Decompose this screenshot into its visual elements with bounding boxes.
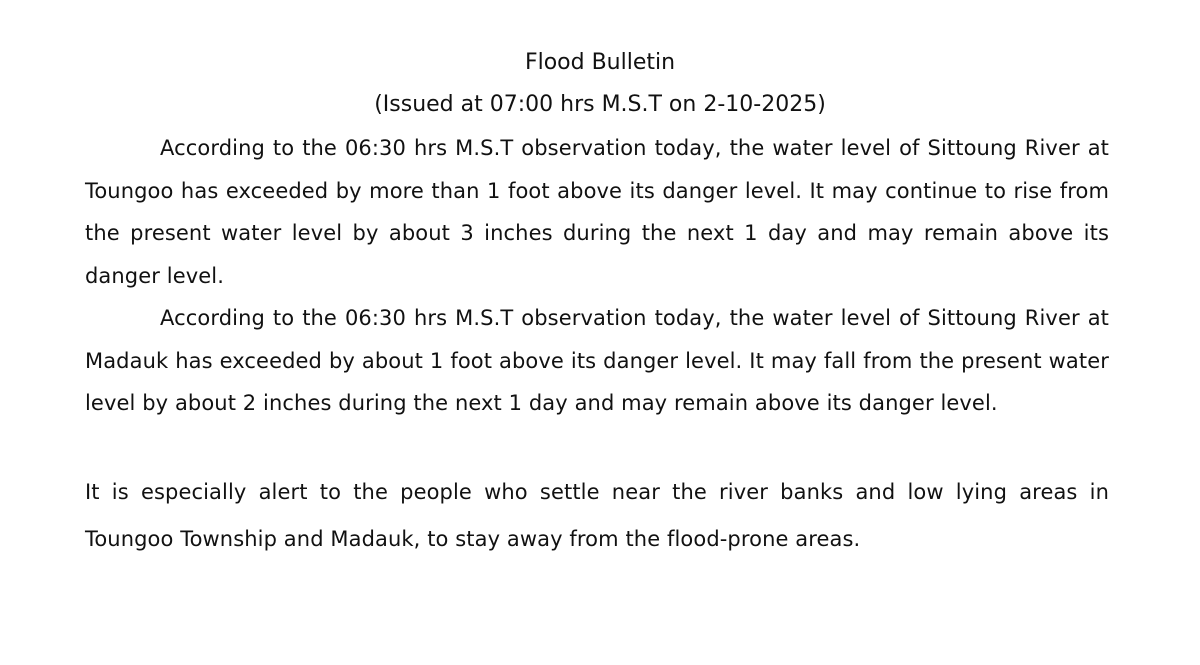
paragraph-madauk: According to the 06:30 hrs M.S.T observation today, the water level of Sittoung River at Madauk has exceeded by about 1 foot above its danger level. It may fall from the present water level by about 2 inches during the next 1 day and may remain above its danger level. — [85, 306, 1109, 415]
paragraph-toungoo: According to the 06:30 hrs M.S.T observation today, the water level of Sittoung River at Toungoo has exceeded by more than 1 foot above its danger level. It may continue to rise from the present water level by about 3 inches during the next 1 day and may remain above its danger level. — [85, 136, 1109, 288]
bulletin-title: Flood Bulletin — [524, 50, 676, 75]
bulletin-issued-line: (Issued at 07:00 hrs M.S.T on 2-10-2025) — [374, 92, 826, 117]
paragraph-alert: It is especially alert to the people who settle near the river banks and low lying areas in Toungoo Township and Madauk, to stay away from the flood-prone areas. — [85, 480, 1109, 551]
